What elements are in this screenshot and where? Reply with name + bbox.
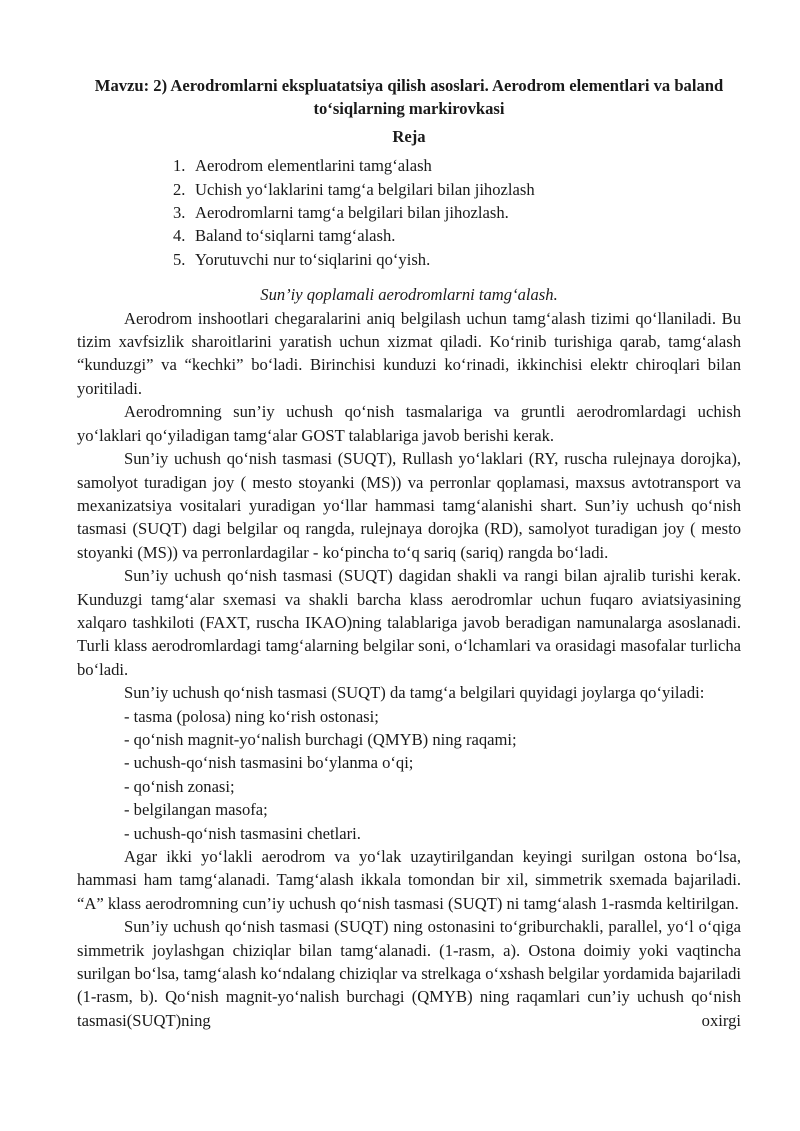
list-item: - uchush-qo‘nish tasmasini chetlari. [124, 823, 361, 843]
plan-item-number: 2. [173, 179, 186, 199]
body-paragraph: Aerodromning sun’iy uchush qo‘nish tasmalariga va gruntli aerodromlardagi uchish yo‘laklari qo‘yiladigan tamg‘alar GOST talablariga javob berishi kerak. [77, 402, 741, 445]
document-page [77, 74, 741, 1032]
list-item: - belgilangan masofa; [124, 800, 268, 820]
plan-item-number: 4. [173, 226, 186, 246]
plan-heading: Reja [392, 126, 426, 146]
list-item: - uchush-qo‘nish tasmasini bo‘ylanma o‘qi; [124, 753, 414, 773]
plan-item [173, 178, 741, 201]
plan-item [173, 201, 741, 224]
plan-item [173, 224, 741, 247]
plan-item-number: 1. [173, 156, 186, 176]
body-paragraph: Sun’iy uchush qo‘nish tasmasi (SUQT) dagidan shakli va rangi bilan ajralib turishi kerak. Kunduzgi tamg‘alar sxemasi va shakli barcha klass aerodromlar uchun fuqaro aviatsiyasining xalqaro tashkiloti (FAXT, ruscha IKAO)ning talablariga javob beradigan namunalarga asoslanadi. Turli klass aerodromlardagi tamg‘alarning belgilar soni, o‘lchamlari va orasidagi masofalar turlicha bo‘ladi. [77, 566, 741, 679]
document-title: Mavzu: 2) Aerodromlarni ekspluatatsiya qilish asoslari. Aerodrom elementlari va baland to‘siqlarning markirovkasi [94, 76, 724, 119]
body-paragraph: Sun’iy uchush qo‘nish tasmasi (SUQT), Rullash yo‘laklari (RY, ruscha rulejnaya dorojka), samolyot turadigan joy ( mesto stoyanki (MS)) va perronlar qoplamasi, maxsus avtotransport va mexanizatsiya vositalari yuradigan yo‘llar hammasi tamg‘alanishi shart. Sun’iy uchush qo‘nish tasmasi (SUQT) dagi belgilar oq rangda, rulejnaya dorojka (RD), samolyot turadigan joy ( mesto stoyanki (MS)) va perronlardagilar - ko‘pincha to‘q sariq (sariq) rangda bo‘ladi. [77, 449, 741, 562]
plan-item-number: 3. [173, 203, 186, 223]
list-item: - tasma (polosa) ning ko‘rish ostonasi; [124, 706, 379, 726]
plan-item [173, 248, 741, 271]
plan-item [173, 154, 741, 177]
body-paragraph: Sun’iy uchush qo‘nish tasmasi (SUQT) ning ostonasini to‘griburchakli, parallel, yo‘l o‘qiga simmetrik joylashgan chiziqlar bilan tamg‘alanadi. (1-rasm, a). Ostona doimiy yoki vaqtincha surilgan bo‘lsa, tamg‘alash ko‘ndalang chiziqlar va strelkaga o‘xshash belgilar yordamida bajariladi (1-rasm, b). Qo‘nish magnit-yo‘nalish burchagi (QMYB) ning raqamlari cun’iy uchush qo‘nish tasmasi(SUQT)ning oxirgi [77, 917, 741, 1030]
plan-item-text: Aerodrom elementlarini tamg‘alash [195, 156, 432, 176]
body-paragraph: Sun’iy uchush qo‘nish tasmasi (SUQT) da tamg‘a belgilari quyidagi joylarga qo‘yiladi: [124, 683, 705, 703]
plan-list [77, 154, 741, 271]
plan-item-text: Aerodromlarni tamg‘a belgilari bilan jihozlash. [195, 203, 509, 223]
body-paragraph: Aerodrom inshootlari chegaralarini aniq belgilash uchun tamg‘alash tizimi qo‘llaniladi. Bu tizim xavfsizlik sharoitlarini yaratish uchun xizmat qiladi. Ko‘rinib turishiga qarab, tamg‘alash “kunduzgi” va “kechki” bo‘ladi. Birinchisi kunduzi ko‘rinadi, ikkinchisi elektr chiroqlari bilan yoritiladi. [77, 308, 741, 398]
list-item: - qo‘nish zonasi; [124, 776, 235, 796]
section-title: Sun’iy qoplamali aerodromlarni tamg‘alash. [260, 285, 558, 305]
placement-list [77, 705, 741, 845]
plan-item-number: 5. [173, 249, 186, 269]
list-item: - qo‘nish magnit-yo‘nalish burchagi (QMYB) ning raqami; [124, 729, 517, 749]
plan-item-text: Baland to‘siqlarni tamg‘alash. [195, 226, 396, 246]
body-paragraph: Agar ikki yo‘lakli aerodrom va yo‘lak uzaytirilgandan keyingi surilgan ostona bo‘lsa, hammasi ham tamg‘alanadi. Tamg‘alash ikkala tomondan bir xil, simmetrik sxemada bajariladi. “A” klass aerodromning cun’iy uchush qo‘nish tasmasi (SUQT) ni tamg‘alash 1-rasmda keltirilgan. [77, 847, 741, 913]
plan-item-text: Yorutuvchi nur to‘siqlarini qo‘yish. [195, 249, 431, 269]
plan-item-text: Uchish yo‘laklarini tamg‘a belgilari bilan jihozlash [195, 179, 535, 199]
